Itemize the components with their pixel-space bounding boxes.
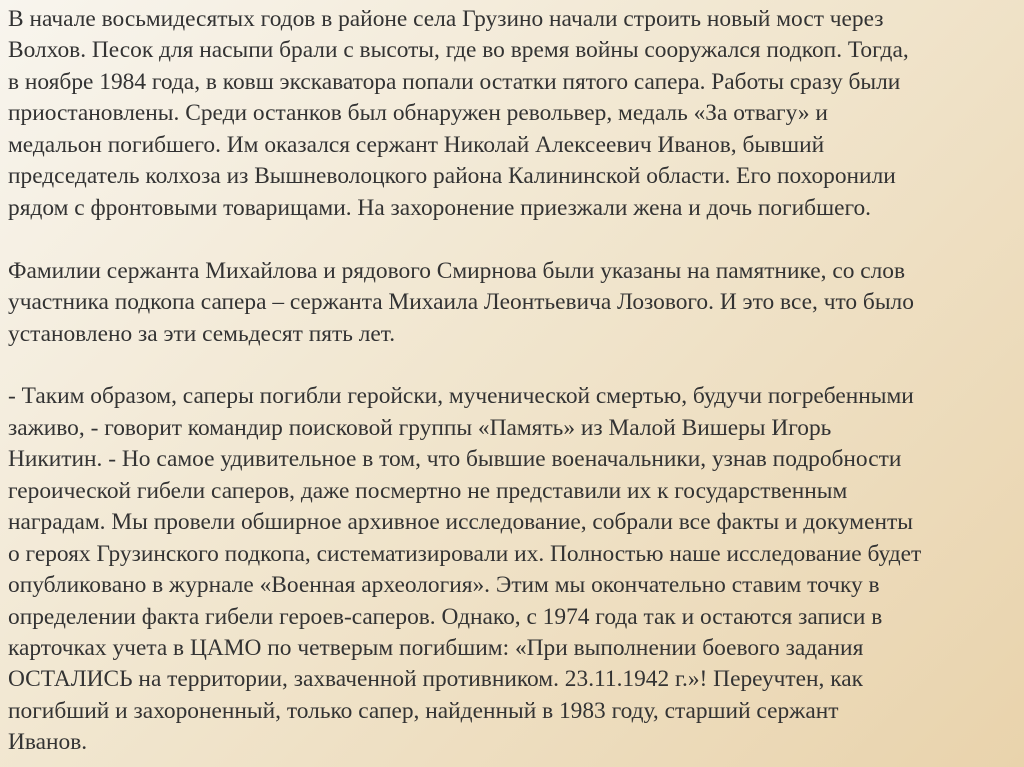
- paragraph-1: В начале восьмидесятых годов в районе села Грузино начали строить новый мост через Волхов. Песок для насыпи брали с высоты, где во время войны сооружался подкоп. Тогда, в ноябре 1984 года, в ковш экскаватора попали остатки пятого сапера. Работы сразу были приостановлены. Среди останков был обнаружен револьвер, медаль «За отвагу» и медальон погибшего. Им оказался сержант Николай Алексеевич Иванов, бывший председатель колхоза из Вышневолоцкого района Калининской области. Его похоронили рядом с фронтовыми товарищами. На захоронение приезжали жена и дочь погибшего.: [8, 6, 909, 221]
- paragraph-3: - Таким образом, саперы погибли геройски, мученической смертью, будучи погребенными заживо, - говорит командир поисковой группы «Память» из Малой Вишеры Игорь Никитин. - Но самое удивительное в том, что бывшие военачальники, узнав подробности героической гибели саперов, даже посмертно не представили их к государственным наградам. Мы провели обширное архивное исследование, собрали все факты и документы о героях Грузинского подкопа, систематизировали их. Полностью наше исследование будет опубликовано в журнале «Военная археология». Этим мы окончательно ставим точку в определении факта гибели героев-саперов. Однако, с 1974 года так и остаются записи в карточках учета в ЦАМО по четверым погибшим: «При выполнении боевого задания ОСТАЛИСЬ на территории, захваченной противником. 23.11.1942 г.»! Переучтен, как погибший и захороненный, только сапер, найденный в 1983 году, старший сержант Иванов.: [8, 383, 922, 756]
- text-body: [8, 4, 1018, 759]
- paragraph-gap: [8, 350, 1018, 381]
- paragraph-2: Фамилии сержанта Михайлова и рядового Смирнова были указаны на памятнике, со слов участника подкопа сапера – сержанта Михаила Леонтьевича Лозового. И это все, что было установлено за эти семьдесят пять лет.: [8, 257, 914, 347]
- paragraph-gap: [8, 224, 1018, 255]
